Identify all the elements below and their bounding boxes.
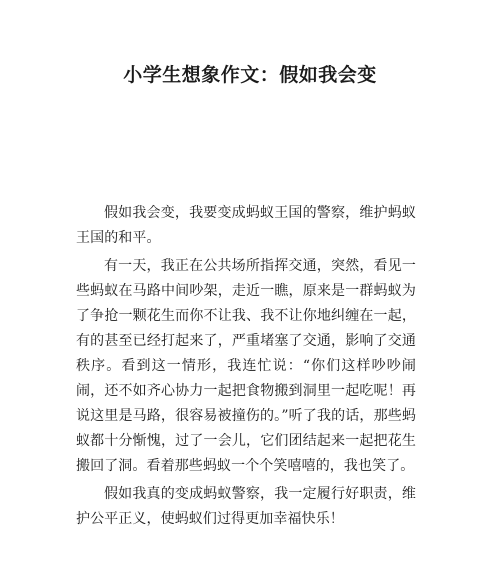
paragraph-3: 假如我真的变成蚂蚁警察，我一定履行好职责，维护公平正义，使蚂蚁们过得更加幸福快乐！	[76, 486, 416, 527]
paragraph-1: 假如我会变，我要变成蚂蚁王国的警察，维护蚂蚁王国的和平。	[76, 205, 416, 246]
document-title: 小学生想象作文：假如我会变	[123, 64, 377, 86]
document-body	[76, 201, 416, 535]
paragraph-2: 有一天，我正在公共场所指挥交通，突然，看见一些蚂蚁在马路中间吵架，走近一瞧，原来是一群蚂蚁为了争抢一颗花生而你不让我、我不让你地纠缠在一起，有的甚至已经打起来了，严重堵塞了交通，影响了交通秩序。看到这一情形，我连忙说：“你们这样吵吵闹闹，还不如齐心协力一起把食物搬到洞里一起吃呢！再说这里是马路，很容易被撞伤的。”听了我的话，那些蚂蚁都十分惭愧，过了一会儿，它们团结起来一起把花生搬回了洞。看着那些蚂蚁一个个笑嘻嘻的，我也笑了。	[76, 258, 416, 474]
